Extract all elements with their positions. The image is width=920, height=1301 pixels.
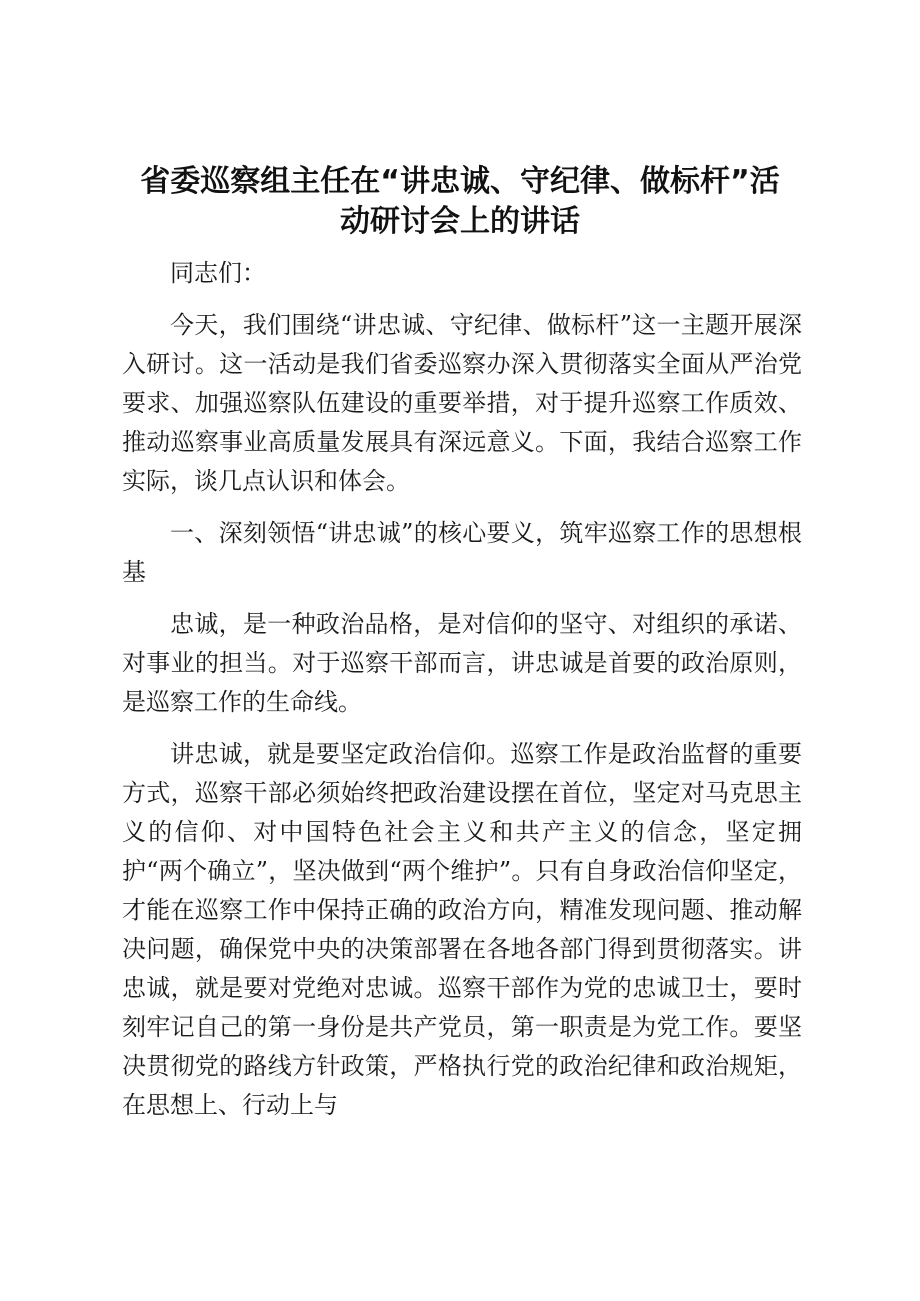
paragraph-loyalty-definition: 忠诚，是一种政治品格，是对信仰的坚守、对组织的承诺、对事业的担当。对于巡察干部而言，讲忠诚是首要的政治原则，是巡察工作的生命线。 xyxy=(122,610,802,716)
paragraph-intro: 今天，我们围绕“讲忠诚、守纪律、做标杆”这一主题开展深入研讨。这一活动是我们省委巡察办深入贯彻落实全面从严治党要求、加强巡察队伍建设的重要举措，对于提升巡察工作质效、推动巡察事业高质量发展具有深远意义。下面，我结合巡察工作实际，谈几点认识和体会。 xyxy=(122,311,802,495)
title-line-2: 动研讨会上的讲话 xyxy=(340,204,580,239)
title-line-1: 省委巡察组主任在“讲忠诚、守纪律、做标杆”活 xyxy=(140,164,780,199)
document-title xyxy=(120,162,800,242)
salutation: 同志们： xyxy=(170,259,266,287)
paragraph-loyalty-detail: 讲忠诚，就是要坚定政治信仰。巡察工作是政治监督的重要方式，巡察干部必须始终把政治建设摆在首位，坚定对马克思主义的信仰、对中国特色社会主义和共产主义的信念，坚定拥护“两个确立”，坚决做到“两个维护”。只有自身政治信仰坚定，才能在巡察工作中保持正确的政治方向，精准发现问题、推动解决问题，确保党中央的决策部署在各地各部门得到贯彻落实。讲忠诚，就是要对党绝对忠诚。巡察干部作为党的忠诚卫士，要时刻牢记自己的第一身份是共产党员，第一职责是为党工作。要坚决贯彻党的路线方针政策，严格执行党的政治纪律和政治规矩，在思想上、行动上与 xyxy=(122,740,802,1119)
section-heading-1: 一、深刻领悟“讲忠诚”的核心要义，筑牢巡察工作的思想根基 xyxy=(122,519,802,586)
document-body xyxy=(122,254,802,1138)
